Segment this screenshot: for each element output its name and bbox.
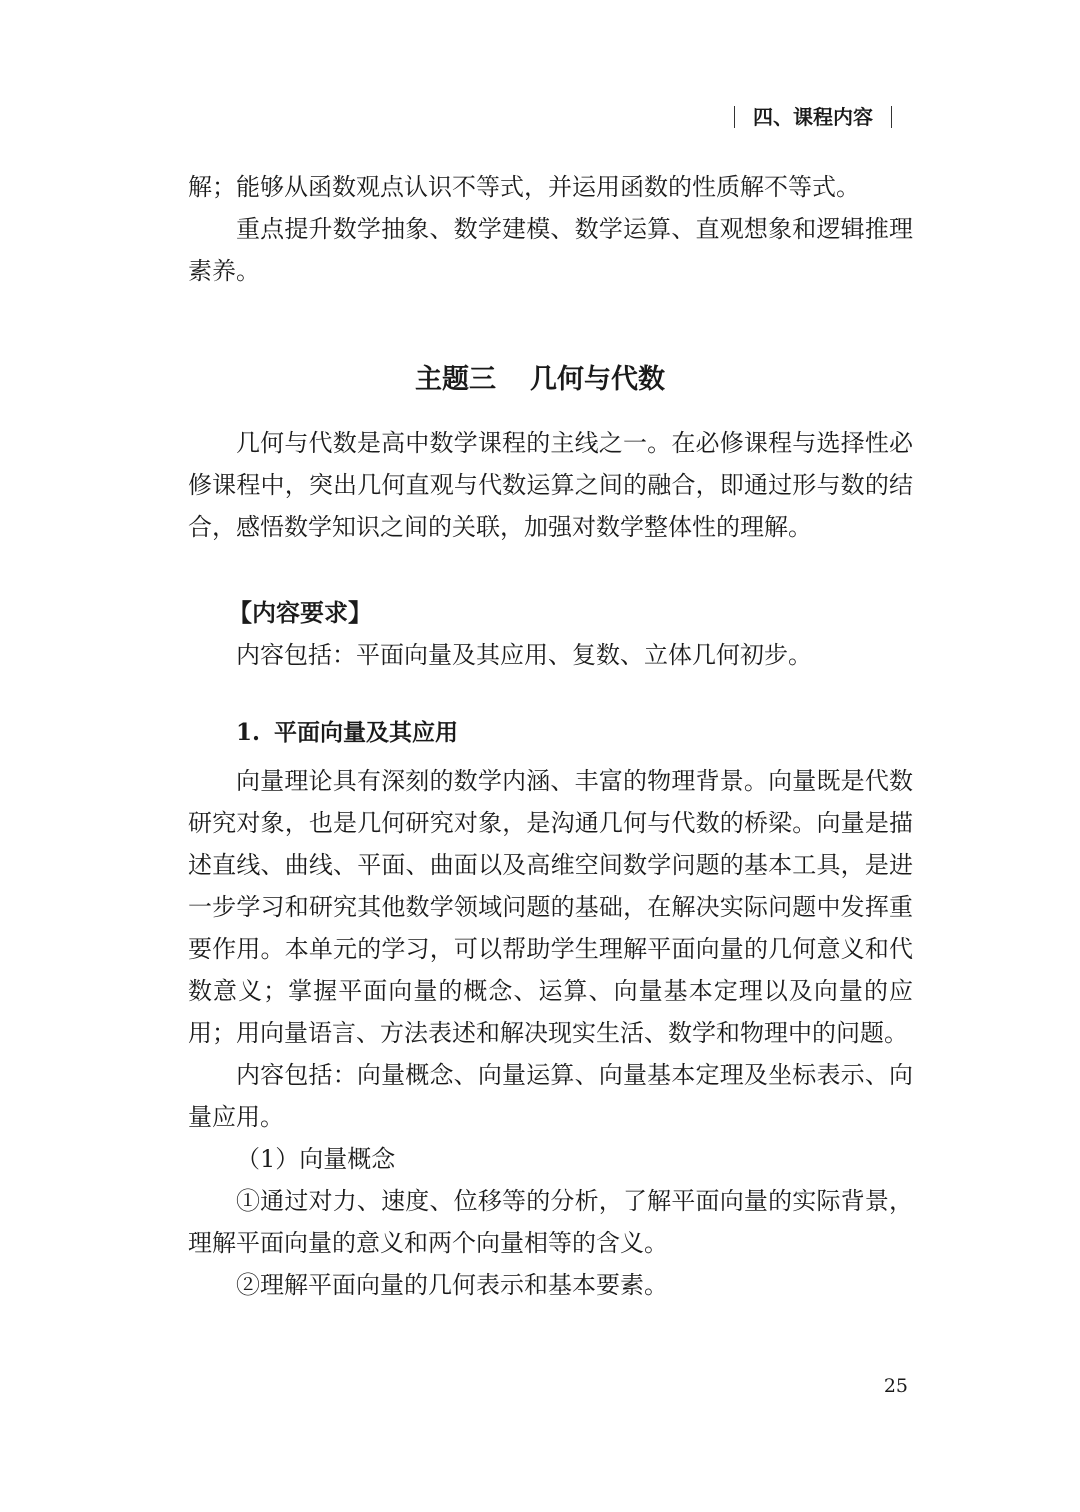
intro-block — [188, 166, 913, 292]
topic-label: 主题三 — [415, 364, 496, 395]
topic-name: 几何与代数 — [530, 364, 665, 395]
intro-paragraph-2: 重点提升数学抽象、数学建模、数学运算、直观想象和逻辑推理素养。 — [188, 215, 913, 285]
section-1-paragraph-1: 向量理论具有深刻的数学内涵、丰富的物理背景。向量既是代数研究对象，也是几何研究对象，是沟通几何与代数的桥梁。向量是描述直线、曲线、平面、曲面以及高维空间数学问题的基本工具，是进一步学习和研究其他数学领域问题的基础，在解决实际问题中发挥重要作用。本单元的学习，可以帮助学生理解平面向量的几何意义和代数意义；掌握平面向量的概念、运算、向量基本定理以及向量的应用；用向量语言、方法表述和解决现实生活、数学和物理中的问题。 — [188, 767, 913, 1047]
running-head-right-rule — [891, 106, 892, 128]
topic-title — [0, 360, 1080, 400]
section-1-subheading-vector-concept: （1）向量概念 — [236, 1145, 396, 1173]
page-number: 25 — [883, 1375, 908, 1397]
running-head-title: 四、课程内容 — [753, 105, 873, 129]
topic-description-block — [188, 422, 913, 548]
topic-description: 几何与代数是高中数学课程的主线之一。在必修课程与选择性必修课程中，突出几何直观与代数运算之间的融合，即通过形与数的结合，感悟数学知识之间的关联，加强对数学整体性的理解。 — [188, 429, 913, 541]
running-head — [716, 100, 910, 134]
content-requirements-heading: 【内容要求】 — [228, 599, 372, 627]
content-requirements-text: 内容包括：平面向量及其应用、复数、立体几何初步。 — [236, 641, 812, 669]
section-1-number: 1. — [236, 719, 261, 746]
section-1-heading — [236, 712, 458, 754]
section-1-body — [188, 760, 913, 1306]
intro-paragraph-1: 解；能够从函数观点认识不等式，并运用函数的性质解不等式。 — [188, 173, 860, 201]
content-requirements-block — [188, 634, 913, 676]
section-1-item-1: ①通过对力、速度、位移等的分析，了解平面向量的实际背景，理解平面向量的意义和两个向量相等的含义。 — [188, 1187, 913, 1257]
section-1-paragraph-2: 内容包括：向量概念、向量运算、向量基本定理及坐标表示、向量应用。 — [188, 1061, 913, 1131]
running-head-left-rule — [734, 106, 735, 128]
section-1-item-2: ②理解平面向量的几何表示和基本要素。 — [236, 1271, 668, 1299]
section-1-title: 平面向量及其应用 — [274, 720, 459, 746]
